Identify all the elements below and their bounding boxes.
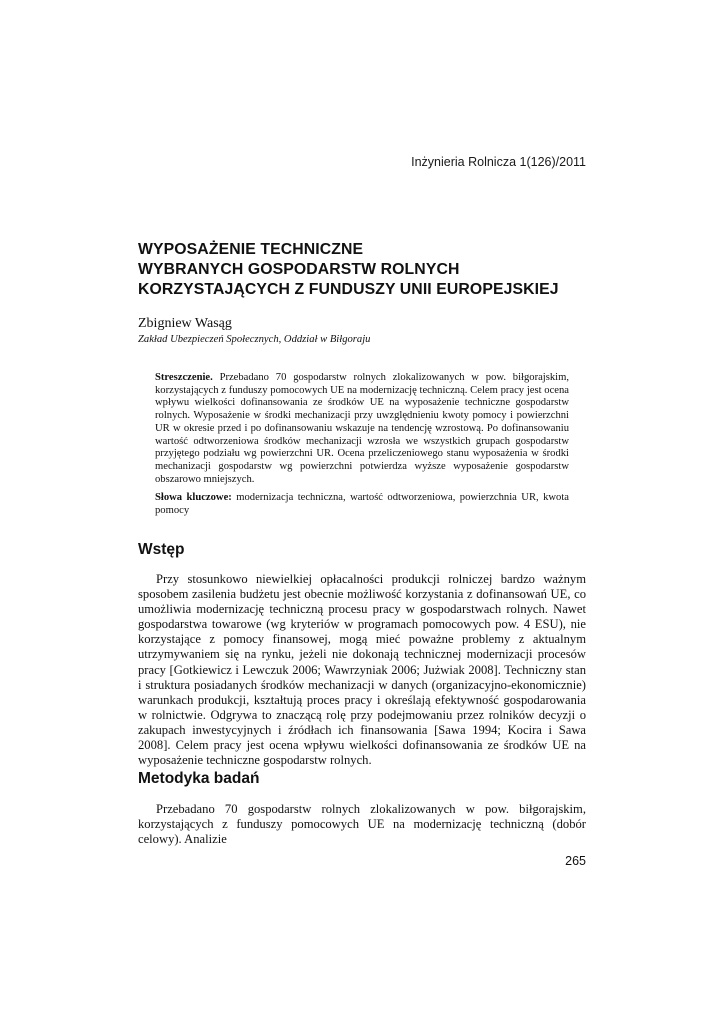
section-heading-methodology: Metodyka badań: [138, 770, 260, 787]
author-name: Zbigniew Wasąg: [138, 316, 232, 331]
keywords-text: modernizacja techniczna, wartość odtworzeniowa, powierzchnia UR, kwota pomocy: [155, 492, 569, 517]
abstract: [155, 372, 569, 518]
paper-title: [138, 240, 598, 300]
abstract-text: Przebadano 70 gospodarstw rolnych zlokalizowanych w pow. biłgorajskim, korzystających z funduszy pomocowych UE na modernizację techniczną. Celem pracy jest ocena wpływu wielkości dofinansowania ze środków UE na wyposażenie techniczne gospodarstw rolnych. Wyposażenie w środki mechanizacji przy uwzględnieniu kwoty pomocy i powierzchni UR w okresie przed i po dofinansowaniu wskazuje na tendencję wzrostową. Po dofinansowaniu wartość odtworzeniowa środków mechanizacji wzrosła we wszystkich grupach gospodarstw przyjętego podziału wg powierzchni UR. Ocena przeliczeniowego stanu wyposażenia w środki mechanizacji gospodarstw wg powierzchni potwierdza wyższe wyposażenie gospodarstw obszarowo mniejszych.: [155, 372, 569, 485]
methodology-paragraph: Przebadano 70 gospodarstw rolnych zlokalizowanych w pow. biłgorajskim, korzystających z funduszy pomocowych UE na modernizację techniczną (dobór celowy). Analizie: [138, 802, 586, 847]
abstract-label: Streszczenie.: [155, 372, 213, 383]
author-affiliation: Zakład Ubezpieczeń Społecznych, Oddział w Biłgoraju: [138, 334, 371, 345]
section-body-introduction: [138, 572, 586, 768]
abstract-paragraph: [155, 372, 569, 486]
keywords-label: Słowa kluczowe:: [155, 492, 232, 504]
title-line-3: KORZYSTAJĄCYCH Z FUNDUSZY UNII EUROPEJSKIEJ: [138, 281, 559, 298]
keywords: [155, 492, 569, 517]
section-heading-introduction: Wstęp: [138, 541, 185, 558]
journal-header: Inżynieria Rolnicza 1(126)/2011: [411, 155, 586, 169]
title-line-1: WYPOSAŻENIE TECHNICZNE: [138, 241, 364, 258]
section-body-methodology: [138, 802, 586, 847]
introduction-paragraph: Przy stosunkowo niewielkiej opłacalności produkcji rolniczej bardzo ważnym sposobem zasilenia budżetu jest obecnie możliwość korzystania z dofinansowań UE, co umożliwia modernizację techniczną procesu pracy w gospodarstwach rolnych. Nawet gospodarstwa towarowe (wg kryteriów w programach pomocowych pow. 4 ESU), nie korzystające z pomocy finansowej, mogą mieć poważne problemy z aktualnym utrzymywaniem się na rynku, jeżeli nie dokonają technicznej modernizacji procesów pracy [Gotkiewicz i Lewczuk 2006; Wawrzyniak 2006; Jużwiak 2008]. Techniczny stan i struktura posiadanych środków mechanizacji w danych (organizacyjno-ekonomicznie) warunkach produkcji, kształtują proces pracy i określają efektywność gospodarowania w rolnictwie. Odgrywa to znaczącą rolę przy podejmowaniu przez rolników decyzji o zakupach inwestycyjnych i źródłach ich finansowania [Sawa 1994; Kocira i Sawa 2008]. Celem pracy jest ocena wpływu wielkości dofinansowania ze środków UE na wyposażenie techniczne gospodarstw rolnych.: [138, 572, 586, 768]
page-number: 265: [565, 854, 586, 868]
title-line-2: WYBRANYCH GOSPODARSTW ROLNYCH: [138, 261, 460, 278]
